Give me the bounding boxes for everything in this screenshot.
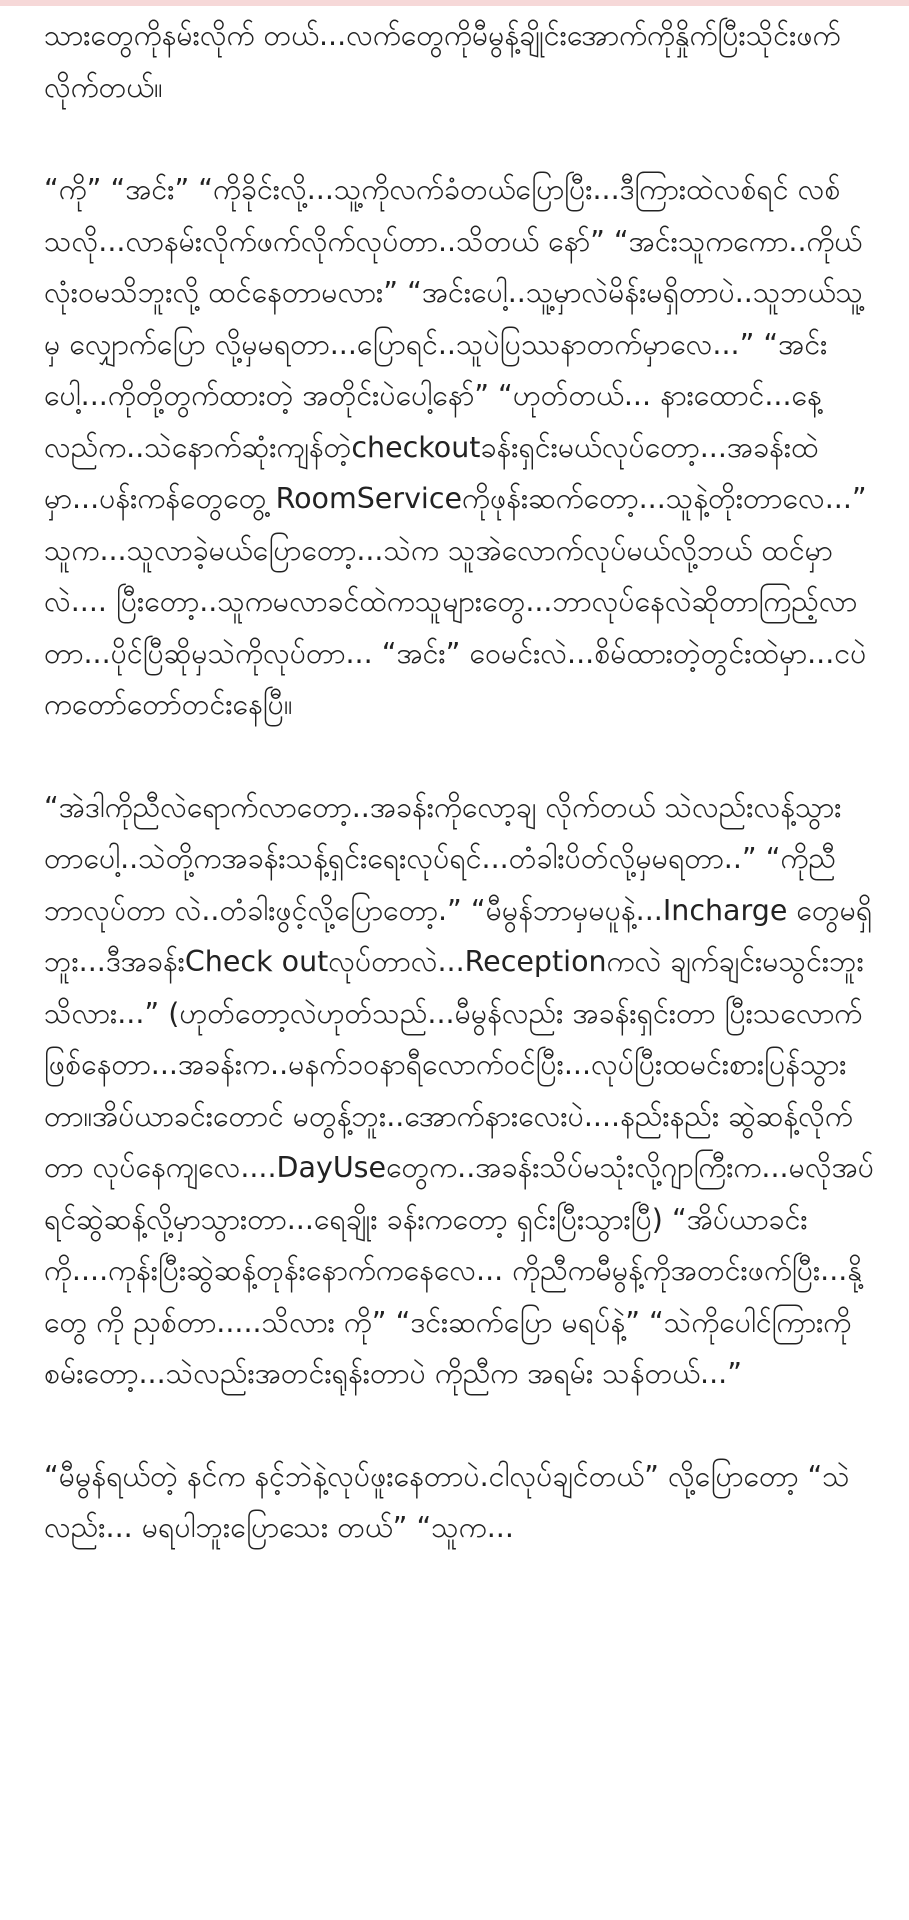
paragraph: သားတွေကိုနမ်းလိုက် တယ်...လက်တွေကိုမီမွန့်ချိုင်းအောက်ကိုနှိုက်ပြီးသိုင်းဖက်လိုက်တယ်။ xyxy=(44,19,841,104)
paragraph: “အဲဒါကိုညီလဲရောက်လာတော့..အခန်းကိုလော့ချ လိုက်တယ် သဲလည်းလန့်သွားတာပေါ့..သဲတို့ကအခန်းသန့်ရှင်းရေးလုပ်ရင်...တံခါးပိတ်လို့မှမရတာ..” “ကိုညီဘာလုပ်တာ လဲ..တံခါးဖွင့်လို့ပြောတော့.” “မီမွန်ဘာမှမပူနဲ့...Incharge တွေမရှိဘူး...ဒီအခန်းCheck outလုပ်တာလဲ...Receptionကလဲ ချက်ချင်းမသွင်းဘူးသိလား...” (ဟုတ်တော့လဲဟုတ်သည်...မီမွန်လည်း အခန်းရှင်းတာ ပြီးသလောက်ဖြစ်နေတာ...အခန်းက..မနက်၁၀နာရီလောက်ဝင်ပြီး...လုပ်ပြီးထမင်းစားပြန်သွားတာ။အိပ်ယာခင်းတောင် မတွန့်ဘူး..အောက်နားလေးပဲ....နည်းနည်း ဆွဲဆန့်လိုက်တာ လုပ်နေကျလေ....DayUseတွေက..အခန်းသိပ်မသုံးလို့ဂျာကြီးက...မလိုအပ်ရင်ဆွဲဆန့်လို့မှာသွားတာ...ရေချိုး ခန်းကတော့ ရှင်းပြီးသွားပြီ) “အိပ်ယာခင်းကို....ကုန်းပြီးဆွဲဆန့်တုန်းနောက်ကနေလေ... ကိုညီကမီမွန့်ကိုအတင်းဖက်ပြီး...နို့တွေ ကို ညှစ်တာ.....သိလား ကို” “ဒင်းဆက်ပြော မရပ်နဲ့” “သဲကိုပေါင်ကြားကိုစမ်းတော့...သဲလည်းအတင်းရုန်းတာပဲ ကိုညီက အရမ်း သန်တယ်...” xyxy=(44,790,874,1390)
paragraph: “ကို” “အင်း” “ကိုခိုင်းလို့...သူ့ကိုလက်ခံတယ်ပြောပြီး...ဒီကြားထဲလစ်ရင် လစ်သလို...လာနမ်းလိုက်ဖက်လိုက်လုပ်တာ..သိတယ် နော်” “အင်းသူကကော..ကိုယ်လုံးဝမသိဘူးလို့ ထင်နေတာမလား” “အင်းပေါ့..သူ့မှာလဲမိန်းမရှိတာပဲ..သူဘယ်သူ့မှ လျှောက်ပြော လို့မှမရတာ...ပြောရင်..သူပဲပြဿနာတက်မှာလေ...” “အင်းပေါ့...ကိုတို့တွက်ထားတဲ့ အတိုင်းပဲပေါ့နော်” “ဟုတ်တယ်... နားထောင်...နေ့လည်က..သဲနောက်ဆုံးကျန်တဲ့checkoutခန်းရှင်းမယ်လုပ်တော့...အခန်းထဲမှာ...ပန်းကန်တွေတွေ့ RoomServiceကိုဖုန်းဆက်တော့...သူနဲ့တိုးတာလေ...” သူက...သူလာခဲ့မယ်ပြောတော့...သဲက သူအဲလောက်လုပ်မယ်လို့ဘယ် ထင်မှာလဲ.... ပြီးတော့..သူကမလာခင်ထဲကသူများတွေ...ဘာလုပ်နေလဲဆိုတာကြည့်လာတာ...ပိုင်ပြီဆိုမှသဲကိုလုပ်တာ... “အင်း” ဝေမင်းလဲ...စိမ်ထားတဲ့တွင်းထဲမှာ...ငပဲကတော်တော်တင်းနေပြီ။ xyxy=(44,173,867,721)
paragraph: “မီမွန်ရယ်တဲ့ နင်က နင့်ဘဲနဲ့လုပ်ဖူးနေတာပဲ.ငါလုပ်ချင်တယ်” လို့ပြောတော့ “သဲလည်း... မရပါဘူးပြောသေး တယ်” “သူက... xyxy=(44,1459,850,1544)
article-body xyxy=(44,10,874,1605)
top-edge-strip xyxy=(0,0,909,6)
